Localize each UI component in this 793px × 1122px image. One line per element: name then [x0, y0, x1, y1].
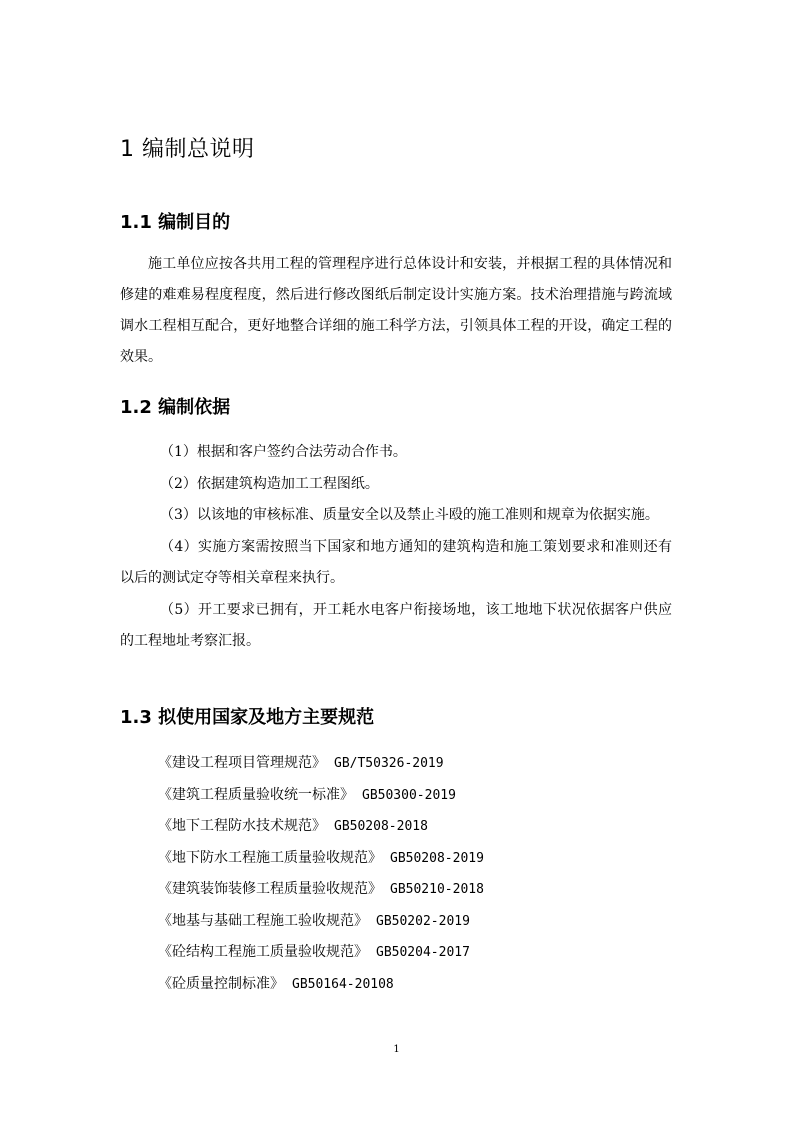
basis-list — [120, 437, 672, 658]
standard-code: GB50208-2018 — [334, 819, 428, 834]
basis-item: （5）开工要求已拥有，开工耗水电客户衔接场地，该工地地下状况依据客户供应的工程地址考察汇报。 — [120, 601, 672, 649]
basis-item: （4）实施方案需按照当下国家和地方通知的建筑构造和施工策划要求和准则还有以后的测试定夺等相关章程来执行。 — [120, 538, 672, 586]
standard-name: 《建筑工程质量验收统一标准》 — [158, 786, 354, 803]
page-number: 1 — [393, 1044, 400, 1055]
standard-name: 《地基与基础工程施工验收规范》 — [158, 912, 368, 929]
standard-code: GB50210-2018 — [390, 882, 484, 897]
basis-item: （1）根据和客户签约合法劳动合作书。 — [160, 444, 407, 460]
standard-item — [120, 748, 672, 780]
standard-code: GB50300-2019 — [362, 787, 456, 803]
standard-item — [120, 969, 672, 1001]
standard-item — [120, 937, 672, 969]
section-heading-purpose: 1.1 编制目的 — [120, 212, 231, 233]
purpose-paragraph: 施工单位应按各共用工程的管理程序进行总体设计和安装，并根据工程的具体情况和修建的难难易程度程度，然后进行修改图纸后制定设计实施方案。技术治理措施与跨流域调水工程相互配合，更好地整合详细的施工科学方法，引领具体工程的开设，确定工程的效果。 — [120, 256, 672, 365]
standard-name: 《砼质量控制标准》 — [158, 975, 284, 992]
standard-item — [120, 843, 672, 875]
basis-item: （2）依据建筑构造加工工程图纸。 — [160, 475, 379, 492]
standard-name: 《地下工程防水技术规范》 — [158, 818, 326, 834]
standard-name: 《砼结构工程施工质量验收规范》 — [158, 944, 368, 960]
chapter-title: 1 编制总说明 — [120, 137, 255, 162]
standard-item — [120, 780, 672, 812]
standard-name: 《地下防水工程施工质量验收规范》 — [158, 849, 382, 866]
standard-name: 《建设工程项目管理规范》 — [158, 755, 326, 771]
standard-item — [120, 811, 672, 843]
standard-code: GB50204-2017 — [376, 945, 470, 960]
standard-item — [120, 874, 672, 906]
standard-code: GB50208-2019 — [390, 850, 484, 866]
standards-list — [120, 748, 672, 1000]
standard-code: GB/T50326-2019 — [334, 756, 444, 771]
standard-item — [120, 906, 672, 938]
section-heading-basis: 1.2 编制依据 — [120, 397, 231, 418]
standard-name: 《建筑装饰装修工程质量验收规范》 — [158, 881, 382, 897]
standard-code: GB50202-2019 — [376, 913, 470, 929]
basis-item: （3）以该地的审核标准、质量安全以及禁止斗殴的施工准则和规章为依据实施。 — [160, 507, 659, 523]
section-heading-standards: 1.3 拟使用国家及地方主要规范 — [120, 707, 375, 728]
standard-code: GB50164-20108 — [292, 976, 394, 992]
